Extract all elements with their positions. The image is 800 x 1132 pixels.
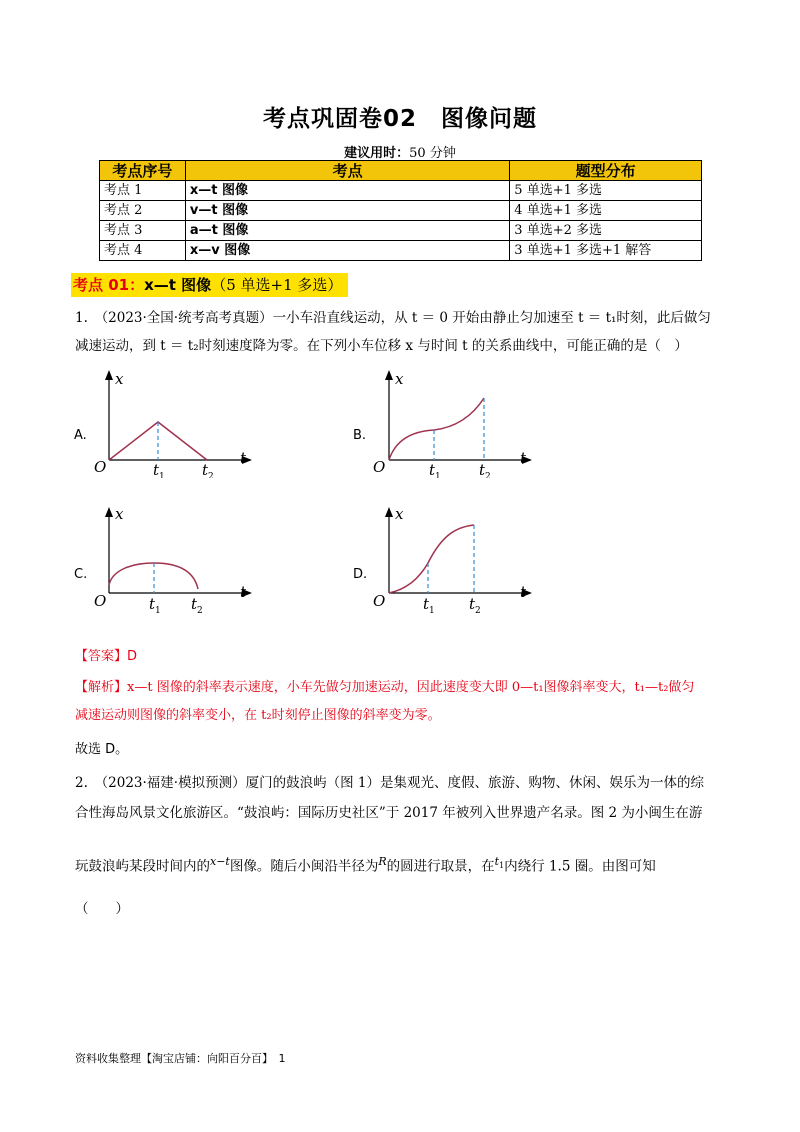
section-heading bbox=[71, 273, 348, 297]
question-text: 的圆进行取景，在 bbox=[386, 858, 495, 875]
origin-label: O bbox=[373, 592, 386, 610]
origin-label: O bbox=[94, 458, 107, 476]
table-cell: 考点 3 bbox=[100, 221, 186, 241]
question-text: 厦门的鼓浪屿（图 1）是集观光、度假、旅游、购物、休闲、娱乐为一体的综 bbox=[245, 775, 704, 791]
option-a-label[interactable]: A. bbox=[74, 428, 87, 443]
x-axis-label: t bbox=[240, 583, 247, 601]
table-cell: v—t 图像 bbox=[185, 201, 509, 221]
t2-subscript: 2 bbox=[475, 606, 481, 615]
question-text: 内绕行 1.5 圈。由图可知 bbox=[504, 858, 656, 875]
table-header-cell: 考点序号 bbox=[100, 161, 186, 181]
y-axis-arrow bbox=[105, 507, 113, 517]
graph-a[interactable] bbox=[90, 368, 255, 478]
question-1 bbox=[75, 304, 725, 360]
section-name: x—t 图像 bbox=[144, 276, 212, 294]
answer-line: 【答案】D bbox=[75, 649, 138, 664]
question-text: 一小车沿直线运动，从 t ＝ 0 开始由静止匀加速至 t ＝ t₁时刻，此后做匀 bbox=[272, 310, 711, 326]
math-t: t bbox=[494, 855, 500, 868]
y-axis-label: x bbox=[395, 505, 404, 523]
table-header-row bbox=[100, 161, 702, 181]
table-cell: x—v 图像 bbox=[185, 241, 509, 261]
question-text: 图像。随后小闽沿半径为 bbox=[229, 858, 379, 875]
table-cell: 考点 1 bbox=[100, 181, 186, 201]
y-axis-arrow bbox=[385, 370, 393, 380]
topic-table bbox=[99, 160, 702, 261]
t2-label: t bbox=[469, 595, 476, 613]
table-cell: 4 单选+1 多选 bbox=[510, 201, 702, 221]
t2-subscript: 2 bbox=[485, 472, 491, 478]
t1-subscript: 1 bbox=[155, 606, 161, 615]
table-cell: 3 单选+2 多选 bbox=[510, 221, 702, 241]
y-axis-label: x bbox=[115, 505, 124, 523]
question-1-line-1 bbox=[75, 304, 725, 332]
question-2 bbox=[75, 768, 725, 828]
explanation-label: 【解析】 bbox=[75, 680, 128, 695]
math-r: R bbox=[378, 855, 387, 868]
t2-subscript: 2 bbox=[208, 472, 214, 478]
x-t-curve bbox=[109, 422, 207, 460]
table-cell: 3 单选+1 多选+1 解答 bbox=[510, 241, 702, 261]
origin-label: O bbox=[94, 592, 107, 610]
y-axis-label: x bbox=[115, 370, 124, 388]
page-number: 1 bbox=[278, 1052, 286, 1065]
section-note: （5 单选+1 多选） bbox=[211, 276, 343, 294]
question-text: 玩鼓浪屿某段时间内的 bbox=[75, 858, 210, 875]
page-footer bbox=[75, 1050, 286, 1066]
table-header-cell: 题型分布 bbox=[510, 161, 702, 181]
option-b-label[interactable]: B. bbox=[353, 428, 367, 443]
table-row bbox=[100, 241, 702, 261]
page-title: 考点巩固卷02 图像问题 bbox=[262, 106, 537, 132]
table-cell: a—t 图像 bbox=[185, 221, 509, 241]
t1-subscript: 1 bbox=[435, 472, 441, 478]
conclusion: 故选 D。 bbox=[75, 742, 129, 757]
x-axis-label: t bbox=[520, 449, 527, 467]
graph-c[interactable] bbox=[90, 505, 255, 615]
t1-label: t bbox=[429, 461, 436, 478]
math-t1 bbox=[494, 855, 505, 871]
question-number: 2. bbox=[75, 775, 88, 791]
x-axis-label: t bbox=[240, 449, 247, 467]
table-row bbox=[100, 181, 702, 201]
x-axis-label: t bbox=[520, 583, 527, 601]
t1-label: t bbox=[423, 595, 430, 613]
question-source: （2023·福建·模拟预测） bbox=[101, 775, 246, 791]
x-t-curve bbox=[389, 525, 474, 593]
table-cell: 5 单选+1 多选 bbox=[510, 181, 702, 201]
answer-blank: （ ） bbox=[75, 901, 129, 917]
question-1-line-2: 减速运动，到 t ＝ t₂时刻速度降为零。在下列小车位移 x 与时间 t 的关系曲线中，可能正确的是（ ） bbox=[75, 338, 688, 354]
math-x-t: x−t bbox=[210, 855, 230, 868]
table-row bbox=[100, 201, 702, 221]
t2-subscript: 2 bbox=[197, 606, 203, 615]
explanation bbox=[75, 674, 725, 730]
math-t1-subscript: 1 bbox=[499, 861, 505, 871]
section-prefix: 考点 01： bbox=[73, 276, 145, 294]
question-source: （2023·全国·统考高考真题） bbox=[101, 310, 273, 326]
x-t-curve bbox=[389, 398, 484, 460]
origin-label: O bbox=[373, 458, 386, 476]
t2-label: t bbox=[202, 461, 209, 478]
table-row bbox=[100, 221, 702, 241]
t1-label: t bbox=[149, 595, 156, 613]
graph-d[interactable] bbox=[370, 505, 535, 615]
explanation-text: x—t 图像的斜率表示速度，小车先做匀加速运动，因此速度变大即 0—t₁图像斜率变大，t₁—t₂做匀 bbox=[127, 680, 695, 695]
explanation-line-1 bbox=[75, 674, 725, 702]
question-2-line-1 bbox=[75, 768, 725, 798]
graph-b[interactable] bbox=[370, 368, 535, 478]
option-c-label[interactable]: C. bbox=[74, 567, 88, 582]
question-number: 1. bbox=[75, 310, 88, 326]
question-2-line-2: 合性海岛风景文化旅游区。“鼓浪屿：国际历史社区”于 2017 年被列入世界遗产名录。图 2 为小闽生在游 bbox=[75, 805, 703, 821]
table-header-cell: 考点 bbox=[185, 161, 509, 181]
suggested-time-value: 50 分钟 bbox=[409, 146, 456, 161]
table-cell: 考点 2 bbox=[100, 201, 186, 221]
y-axis-arrow bbox=[385, 507, 393, 517]
y-axis-arrow bbox=[105, 370, 113, 380]
question-2-line-3 bbox=[75, 852, 725, 877]
t1-label: t bbox=[153, 461, 160, 478]
t2-label: t bbox=[479, 461, 486, 478]
option-d-label[interactable]: D. bbox=[353, 567, 368, 582]
y-axis-label: x bbox=[395, 370, 404, 388]
explanation-line-2: 减速运动则图像的斜率变小，在 t₂时刻停止图像的斜率变为零。 bbox=[75, 708, 441, 723]
t1-subscript: 1 bbox=[159, 472, 165, 478]
t1-subscript: 1 bbox=[429, 606, 435, 615]
table-cell: x—t 图像 bbox=[185, 181, 509, 201]
suggested-time bbox=[0, 142, 800, 161]
table-cell: 考点 4 bbox=[100, 241, 186, 261]
suggested-time-label: 建议用时： bbox=[344, 146, 410, 161]
footer-text: 资料收集整理【淘宝店铺：向阳百分百】 bbox=[75, 1052, 268, 1065]
t2-label: t bbox=[191, 595, 198, 613]
